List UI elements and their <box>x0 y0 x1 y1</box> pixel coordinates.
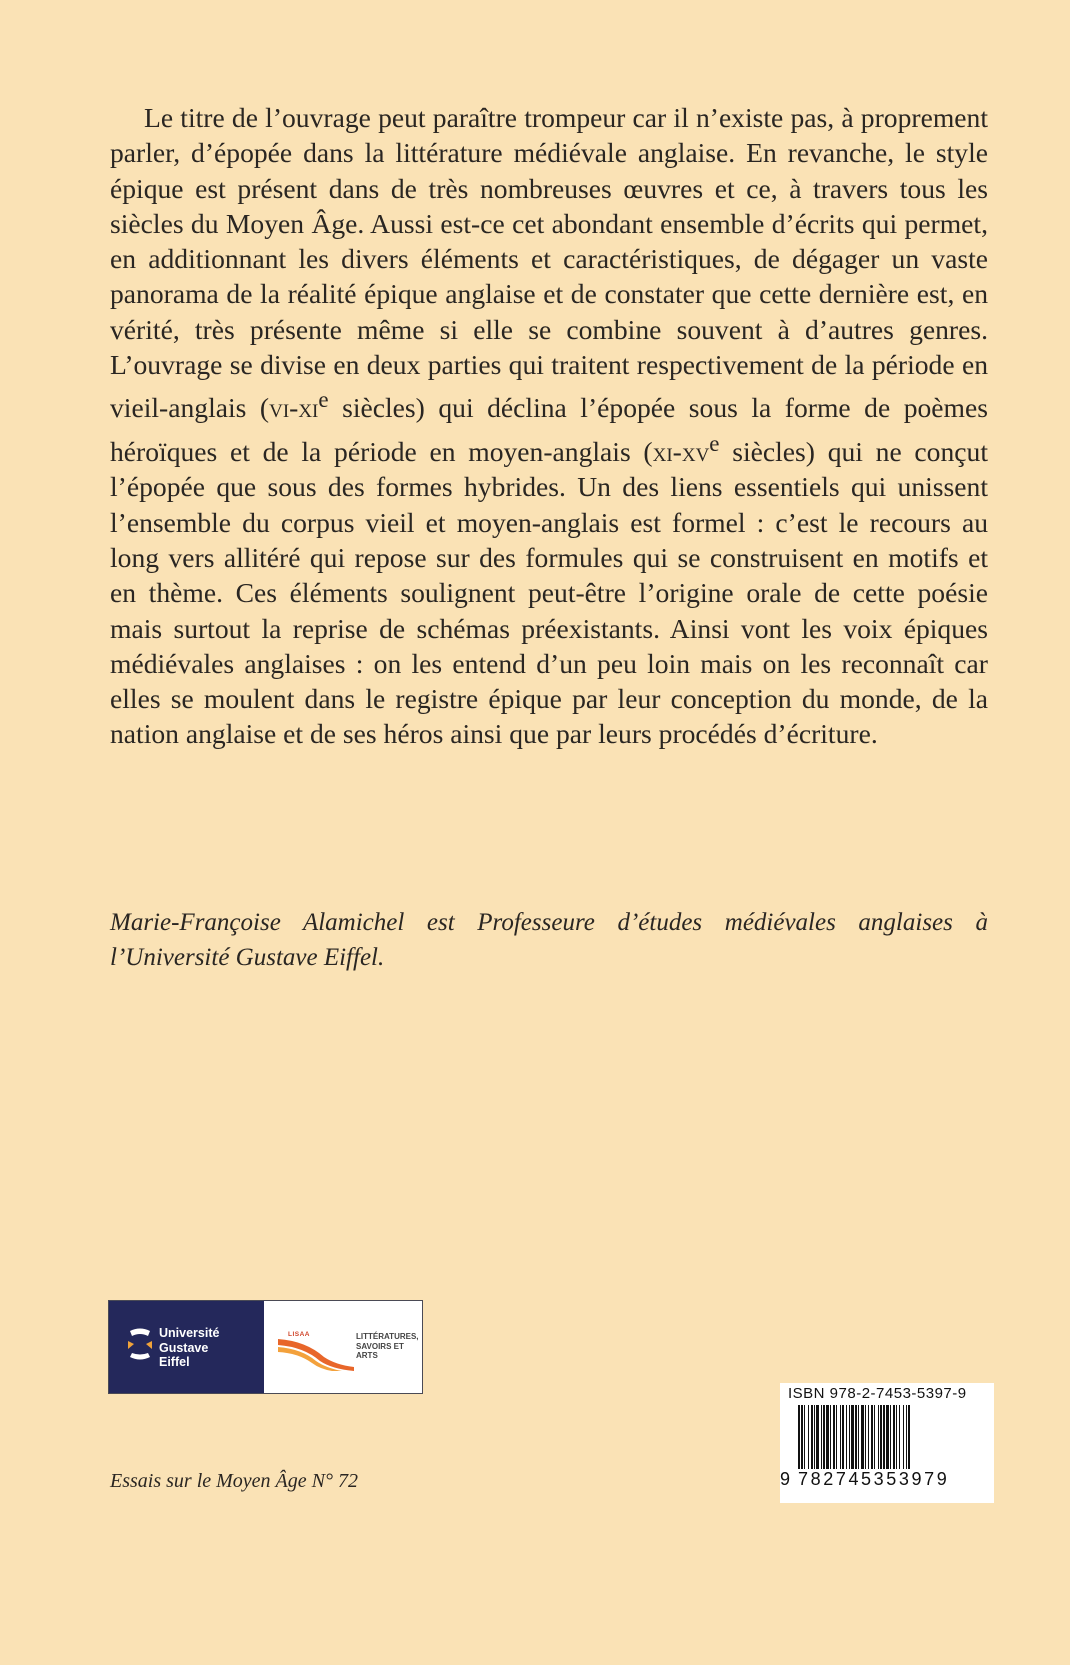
lab-name: LITTÉRATURES, SAVOIRS ET ARTS <box>356 1332 419 1360</box>
blurb-text-3: siècles) qui ne conçut l’épopée que sous des formes hybrides. Un des liens essentiels qui unissent l’ensemble du corpus vieil et moyen-anglais est formel : c’est le recours au long vers allitéré qui repose sur des formules qui se construisent en motifs et en thème. Ces éléments soulignent peut-être l’origine orale de cette poésie mais surtout la reprise de schémas préexistants. Ainsi vont les voix épiques médiévales anglaises : on les entend d’un peu loin mais on les reconnaît car elles se moulent dans le registre épique par leur conception du monde, de la nation anglaise et de ses héros ainsi que par leurs procédés d’écriture. <box>110 436 988 750</box>
isbn-label: ISBN 978-2-7453-5397-9 <box>788 1385 967 1402</box>
ean-first-digit: 9 <box>780 1469 791 1489</box>
back-cover-blurb <box>110 100 988 752</box>
eiffel-emblem-icon <box>127 1327 153 1367</box>
century-range-middle-english: xi-xv <box>652 436 710 468</box>
universite-gustave-eiffel-logo <box>109 1301 264 1393</box>
century-superscript: e <box>709 430 720 456</box>
blurb-text-2: siècles) qui déclina l’épopée sous la forme de poèmes héroïques et de la période en moyen-anglais ( <box>110 392 989 468</box>
ean-digits: 782745353979 <box>798 1469 994 1490</box>
blurb-text-1: Le titre de l’ouvrage peut paraître trompeur car il n’existe pas, à proprement parler, d’épopée dans la littérature médiévale anglaise. En revanche, le style épique est présent dans de très nombreuses œuvres et ce, à travers tous les siècles du Moyen Âge. Aussi est-ce cet abondant ensemble d’écrits qui permet, en additionnant les divers éléments et caractéristiques, de dégager un vaste panorama de la réalité épique anglaise et de constater que cette dernière est, en vérité, très présente même si elle se combine souvent à d’autres genres. L’ouvrage se divise en deux parties qui traitent respectivement de la période en vieil-anglais ( <box>110 102 988 424</box>
century-range-old-english: vi-xi <box>269 392 319 424</box>
author-note: Marie-Françoise Alamichel est Professeure d’études médiévales anglaises à l’Université Gustave Eiffel. <box>110 909 988 971</box>
publisher-logos <box>108 1300 423 1394</box>
university-name: Université Gustave Eiffel <box>159 1326 220 1369</box>
series-title: Essais sur le Moyen Âge N° 72 <box>110 1470 358 1492</box>
century-superscript: e <box>318 387 329 413</box>
isbn-barcode <box>780 1383 994 1503</box>
lab-swoosh-icon <box>276 1331 356 1371</box>
lab-abbreviation: LISAA <box>288 1331 310 1338</box>
lissa-lab-logo <box>264 1301 422 1393</box>
